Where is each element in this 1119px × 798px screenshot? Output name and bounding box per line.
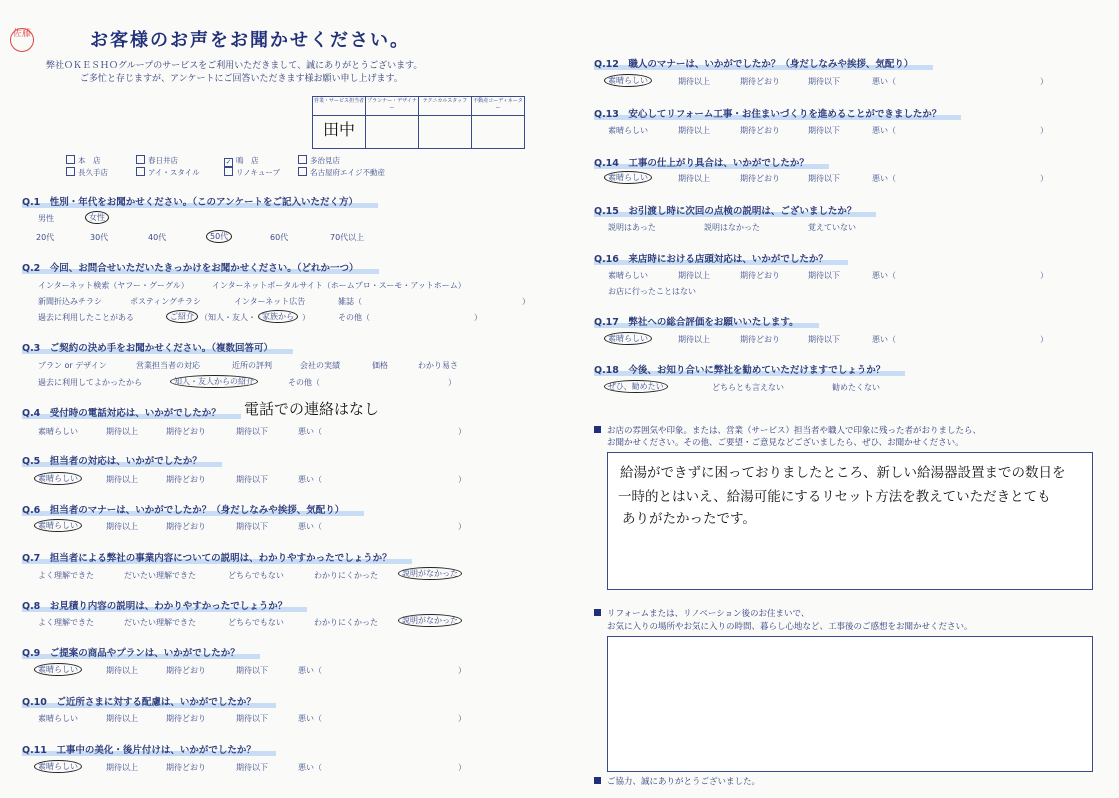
store-checkbox[interactable]: 多治見店 (298, 155, 340, 166)
checkbox-checked-icon: ✓ (225, 158, 232, 166)
staff-value (419, 116, 472, 149)
option-selected[interactable]: 説明がなかった (398, 614, 462, 627)
store-checkbox[interactable]: ✓ 鳴 店 (225, 156, 259, 166)
option[interactable]: インターネット広告 (234, 297, 306, 306)
option[interactable]: 期待以上 (106, 522, 138, 531)
staff-header: 営業・サービス担当者 (313, 97, 366, 116)
store-checkbox[interactable]: 名古屋府エイジ不動産 (298, 167, 385, 178)
option[interactable]: 期待どおり (740, 126, 780, 135)
option[interactable]: 期待以下 (236, 666, 268, 675)
option-selected[interactable]: 50代 (206, 230, 232, 243)
option[interactable]: 悪い（ ） (872, 174, 1048, 183)
option[interactable]: ポスティングチラシ (130, 297, 202, 306)
comment-prompt-4: お気に入りの場所やお気に入りの時間、暮らし心地など、工事後のご感想をお聞かせください。 (607, 622, 973, 632)
option[interactable]: 期待どおり (740, 174, 780, 183)
option[interactable]: 40代 (148, 233, 167, 242)
option[interactable]: 期待以上 (106, 475, 138, 484)
option[interactable]: 営業担当者の対応 (136, 361, 200, 370)
option[interactable]: 期待以上 (678, 126, 710, 135)
option-selected[interactable]: 説明がなかった (398, 567, 462, 580)
seal-stamp: 佐藤 (10, 28, 34, 52)
option[interactable]: 悪い（ ） (298, 522, 466, 531)
option[interactable]: 期待どおり (740, 77, 780, 86)
option-selected[interactable]: 家族から (258, 310, 298, 323)
option-selected[interactable]: 素晴らしい (34, 472, 82, 485)
option[interactable]: どちらでもない (228, 618, 284, 627)
option[interactable]: お店に行ったことはない (608, 287, 696, 296)
option[interactable]: ） (302, 313, 310, 322)
option[interactable]: 期待以下 (808, 271, 840, 280)
option[interactable]: 30代 (90, 233, 109, 242)
staff-value: 田中 (313, 116, 366, 149)
option[interactable]: 悪い（ ） (872, 271, 1048, 280)
comment-prompt-2: お聞かせください。その他、ご要望・ご意見などございましたら、ぜひ、お聞かせください。 (607, 438, 964, 448)
option[interactable]: 期待以上 (678, 271, 710, 280)
option[interactable]: 説明はなかった (704, 223, 760, 232)
checkbox-icon (298, 155, 307, 164)
staff-value (366, 116, 419, 149)
store-checkbox[interactable]: リノキューブ (224, 167, 280, 178)
option[interactable]: 期待以上 (106, 666, 138, 675)
checkbox-icon (136, 167, 145, 176)
option[interactable]: プラン or デザイン (38, 361, 107, 370)
option[interactable]: 勧めたくない (832, 383, 880, 392)
option[interactable]: 男性 (38, 214, 54, 223)
option[interactable]: 雑誌（ ） (338, 297, 530, 306)
option[interactable]: インターネットポータルサイト（ホームプロ・スーモ・アットホーム） (212, 281, 466, 290)
comment-box-2[interactable] (607, 636, 1093, 772)
option[interactable]: 期待どおり (740, 271, 780, 280)
option[interactable]: 悪い（ ） (298, 666, 466, 675)
option[interactable]: 悪い（ ） (298, 763, 466, 772)
option[interactable]: 期待以下 (236, 763, 268, 772)
intro-line-1: 弊社ＯＫＥＳＨＯグループのサービスをご利用いただきまして、誠にありがとうございます。 (46, 61, 423, 71)
checkbox-icon (136, 155, 145, 164)
staff-table (312, 96, 525, 149)
question-3: Q.3 ご契約の決め手をお聞かせください。（複数回答可） (22, 340, 293, 354)
option[interactable]: 期待どおり (166, 714, 206, 723)
bullet-icon (594, 609, 601, 616)
option[interactable]: その他（ ） (288, 378, 456, 387)
option[interactable]: 期待以上 (106, 714, 138, 723)
option[interactable]: わかりにくかった (314, 618, 378, 627)
option[interactable]: 悪い（ ） (298, 427, 466, 436)
option[interactable]: 20代 (36, 233, 55, 242)
option[interactable]: 期待以下 (808, 77, 840, 86)
comment-prompt-3: リフォームまたは、リノベーション後のお住まいで、 (594, 608, 809, 620)
question-16: Q.16 来店時における店頭対応は、いかがでしたか？ (594, 251, 848, 265)
store-checkbox[interactable]: 長久手店 (66, 167, 108, 178)
checkbox-icon (66, 155, 75, 164)
option[interactable]: その他（ ） (338, 313, 482, 322)
option[interactable]: 悪い（ ） (298, 475, 466, 484)
checkbox-icon (298, 167, 307, 176)
option-selected[interactable]: 女性 (85, 211, 109, 224)
option-selected[interactable]: 素晴らしい (34, 519, 82, 532)
option[interactable]: 期待どおり (166, 763, 206, 772)
option[interactable]: 期待どおり (166, 666, 206, 675)
bullet-icon (594, 777, 601, 784)
option[interactable]: わかり易さ (418, 361, 458, 370)
question-14: Q.14 工事の仕上がり具合は、いかがでしたか？ (594, 155, 829, 169)
comment-handwriting-2: 一時的とはいえ、給湯可能にするリセット方法を教えていただきとても (618, 489, 1051, 505)
question-10: Q.10 ご近所さまに対する配慮は、いかがでしたか？ (22, 694, 276, 708)
handwritten-note: 電話での連絡はなし (244, 400, 380, 418)
question-5: Q.5 担当者の対応は、いかがでしたか？ (22, 453, 222, 467)
store-checkbox[interactable]: アイ・スタイル (136, 167, 200, 178)
option-selected[interactable]: ぜひ、勧めたい (604, 380, 668, 393)
question-13: Q.13 安心してリフォーム工事・お住まいづくりを進めることができましたか？ (594, 106, 961, 120)
option[interactable]: 期待どおり (740, 335, 780, 344)
option[interactable]: 期待以上 (678, 174, 710, 183)
option[interactable]: 期待どおり (166, 475, 206, 484)
page-title: お客様のお声をお聞かせください。 (90, 30, 410, 51)
option[interactable]: 素晴らしい (608, 126, 648, 135)
checkbox-icon (66, 167, 75, 176)
option[interactable]: よく理解できた (38, 618, 94, 627)
option-selected[interactable]: 素晴らしい (34, 760, 82, 773)
staff-header: 不動産コーディネーター (472, 97, 525, 116)
option-selected[interactable]: 知人・友人からの紹介 (170, 375, 258, 388)
store-checkbox[interactable]: 春日井店 (136, 155, 178, 166)
option[interactable]: インターネット検索（ヤフー・グーグル） (38, 281, 189, 290)
staff-header: テクニカルスタッフ (419, 97, 472, 116)
option-selected[interactable]: ご紹介 (166, 310, 198, 323)
option[interactable]: 期待以下 (236, 714, 268, 723)
option[interactable]: 悪い（ ） (872, 335, 1048, 344)
option[interactable]: 期待以上 (678, 335, 710, 344)
option[interactable]: 期待以下 (236, 427, 268, 436)
question-9: Q.9 ご提案の商品やプランは、いかがでしたか？ (22, 645, 260, 659)
store-checkbox[interactable]: 本 店 (66, 155, 101, 166)
option[interactable]: だいたい理解できた (124, 618, 196, 627)
question-4: Q.4 受付時の電話対応は、いかがでしたか？ (22, 405, 241, 419)
option-selected[interactable]: 素晴らしい (604, 171, 652, 184)
option-selected[interactable]: 素晴らしい (604, 332, 652, 345)
option[interactable]: よく理解できた (38, 571, 94, 580)
option[interactable]: 価格 (372, 361, 388, 370)
option[interactable]: 期待以下 (236, 522, 268, 531)
question-8: Q.8 お見積り内容の説明は、わかりやすかったでしょうか？ (22, 598, 307, 612)
option[interactable]: 過去に利用してよかったから (38, 378, 142, 387)
option[interactable]: 素晴らしい (38, 714, 78, 723)
option[interactable]: 会社の実績 (300, 361, 340, 370)
option[interactable]: どちらでもない (228, 571, 284, 580)
staff-value (472, 116, 525, 149)
option[interactable]: 期待以上 (106, 427, 138, 436)
comment-handwriting-1: 給湯ができずに困っておりましたところ、新しい給湯器設置までの数日を (620, 465, 1066, 481)
option[interactable]: 60代 (270, 233, 289, 242)
question-2: Q.2 今回、お問合せいただいたきっかけをお聞かせください。（どれか一つ） (22, 260, 379, 274)
option[interactable]: 期待以下 (808, 126, 840, 135)
option[interactable]: わかりにくかった (314, 571, 378, 580)
checkbox-icon (224, 167, 233, 176)
question-17: Q.17 弊社への総合評価をお願いいたします。 (594, 314, 819, 328)
option[interactable]: 近所の評判 (232, 361, 272, 370)
staff-header: プランナー・デザイナー (366, 97, 419, 116)
bullet-icon (594, 426, 601, 433)
option[interactable]: だいたい理解できた (124, 571, 196, 580)
question-1: Q.1 性別・年代をお聞かせください。（このアンケートをご記入いただく方） (22, 194, 378, 208)
option-selected[interactable]: 素晴らしい (34, 663, 82, 676)
option[interactable]: 期待以下 (808, 335, 840, 344)
option[interactable]: （知人・友人・ (200, 313, 256, 322)
option[interactable]: 期待以上 (678, 77, 710, 86)
footer-thanks: ご協力、誠にありがとうございました。 (594, 776, 760, 788)
option[interactable]: 説明はあった (608, 223, 656, 232)
option[interactable]: 素晴らしい (608, 271, 648, 280)
comment-prompt-1: お店の雰囲気や印象。または、営業（サービス）担当者や職人で印象に残った者がおりましたら、 (594, 425, 981, 437)
question-7: Q.7 担当者による弊社の事業内容についての説明は、わかりやすかったでしょうか？ (22, 550, 412, 564)
option[interactable]: 期待以下 (236, 475, 268, 484)
question-12: Q.12 職人のマナーは、いかがでしたか？（身だしなみや挨拶、気配り） (594, 56, 933, 70)
option[interactable]: どちらとも言えない (712, 383, 784, 392)
option[interactable]: 期待以下 (808, 174, 840, 183)
question-11: Q.11 工事中の美化・後片付けは、いかがでしたか？ (22, 742, 276, 756)
question-6: Q.6 担当者のマナーは、いかがでしたか？（身だしなみや挨拶、気配り） (22, 502, 364, 516)
intro-line-2: ご多忙と存じますが、アンケートにご回答いただきます様お願い申し上げます。 (80, 74, 403, 84)
option-selected[interactable]: 素晴らしい (604, 74, 652, 87)
option[interactable]: 悪い（ ） (872, 77, 1048, 86)
option[interactable]: 素晴らしい (38, 427, 78, 436)
option[interactable]: 過去に利用したことがある (38, 313, 134, 322)
comment-box-1[interactable] (607, 452, 1093, 590)
option[interactable]: 70代以上 (330, 233, 365, 242)
option[interactable]: 悪い（ ） (298, 714, 466, 723)
option[interactable]: 新聞折込みチラシ (38, 297, 102, 306)
comment-handwriting-3: ありがたかったです。 (622, 511, 756, 527)
question-18: Q.18 今後、お知り合いに弊社を勧めていただけますでしょうか？ (594, 362, 905, 376)
option[interactable]: 期待どおり (166, 427, 206, 436)
question-15: Q.15 お引渡し時に次回の点検の説明は、ございましたか？ (594, 203, 876, 217)
option[interactable]: 悪い（ ） (872, 126, 1048, 135)
option[interactable]: 覚えていない (808, 223, 856, 232)
option[interactable]: 期待以上 (106, 763, 138, 772)
option[interactable]: 期待どおり (166, 522, 206, 531)
